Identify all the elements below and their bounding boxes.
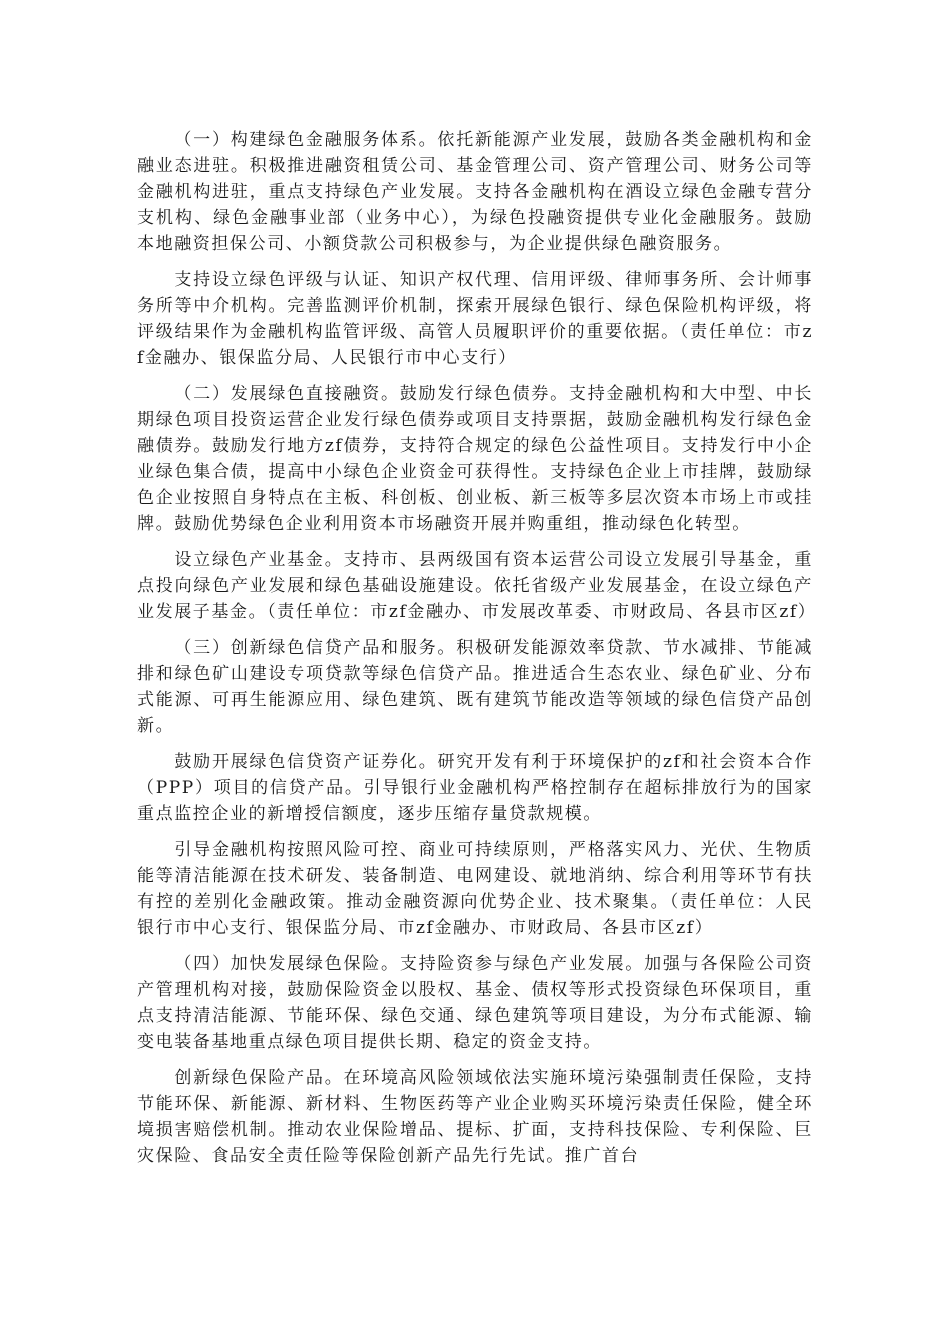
paragraph-green-finance-system: （一）构建绿色金融服务体系。依托新能源产业发展，鼓励各类金融机构和金融业态进驻。积极推进融资租赁公司、基金管理公司、资产管理公司、财务公司等金融机构进驻，重点支持绿色产业发展。支持各金融机构在酒设立绿色金融专营分支机构、绿色金融事业部（业务中心），为绿色投融资提供专业化金融服务。鼓励本地融资担保公司、小额贷款公司积极参与，为企业提供绿色融资服务。 [137,130,813,254]
paragraph-green-insurance: （四）加快发展绿色保险。支持险资参与绿色产业发展。加强与各保险公司资产管理机构对接，鼓励保险资金以股权、基金、债权等形式投资绿色环保项目，重点支持清洁能源、节能环保、绿色交通、绿色建筑等项目建设，为分布式能源、输变电装备基地重点绿色项目提供长期、稳定的资金支持。 [137,954,813,1052]
paragraph-industry-fund: 设立绿色产业基金。支持市、县两级国有资本运营公司设立发展引导基金，重点投向绿色产业发展和绿色基础设施建设。依托省级产业发展基金，在设立绿色产业发展子基金。（责任单位：市zf金融办、市发展改革委、市财政局、各县市区zf） [137,550,817,622]
paragraph-green-credit: （三）创新绿色信贷产品和服务。积极研发能源效率贷款、节水减排、节能减排和绿色矿山建设专项贷款等绿色信贷产品。推进适合生态农业、绿色矿业、分布式能源、可再生能源应用、绿色建筑、既有建筑节能改造等领域的绿色信贷产品创新。 [137,638,813,736]
paragraph-insurance-products: 创新绿色保险产品。在环境高风险领域依法实施环境污染强制责任保险，支持节能环保、新能源、新材料、生物医药等产业企业购买环境污染责任保险，健全环境损害赔偿机制。推动农业保险增品、提标、扩面，支持科技保险、专利保险、巨灾保险、食品安全责任险等保险创新产品先行先试。推广首台 [137,1068,813,1166]
paragraph-differentiated-policy: 引导金融机构按照风险可控、商业可持续原则，严格落实风力、光伏、生物质能等清洁能源在技术研发、装备制造、电网建设、就地消纳、综合利用等环节有扶有控的差别化金融政策。推动金融资源向优势企业、技术聚集。（责任单位：人民银行市中心支行、银保监分局、市zf金融办、市财政局、各县市区zf） [137,840,813,938]
paragraph-intermediary-agencies: 支持设立绿色评级与认证、知识产权代理、信用评级、律师事务所、会计师事务所等中介机构。完善监测评价机制，探索开展绿色银行、绿色保险机构评级，将评级结果作为金融机构监管评级、高管人员履职评价的重要依据。（责任单位：市zf金融办、银保监分局、人民银行市中心支行） [137,270,813,368]
document-body [137,127,817,1179]
paragraph-direct-financing: （二）发展绿色直接融资。鼓励发行绿色债券。支持金融机构和大中型、中长期绿色项目投资运营企业发行绿色债券或项目支持票据，鼓励金融机构发行绿色金融债券。鼓励发行地方zf债券，支持符合规定的绿色公益性项目。支持发行中小企业绿色集合债，提高中小绿色企业资金可获得性。支持绿色企业上市挂牌，鼓励绿色企业按照自身特点在主板、科创板、创业板、新三板等多层次资本市场上市或挂牌。鼓励优势绿色企业利用资本市场融资开展并购重组，推动绿色化转型。 [137,384,813,534]
paragraph-credit-securitization: 鼓励开展绿色信贷资产证券化。研究开发有利于环境保护的zf和社会资本合作（PPP）项目的信贷产品。引导银行业金融机构严格控制存在超标排放行为的国家重点监控企业的新增授信额度，逐步压缩存量贷款规模。 [137,752,813,824]
